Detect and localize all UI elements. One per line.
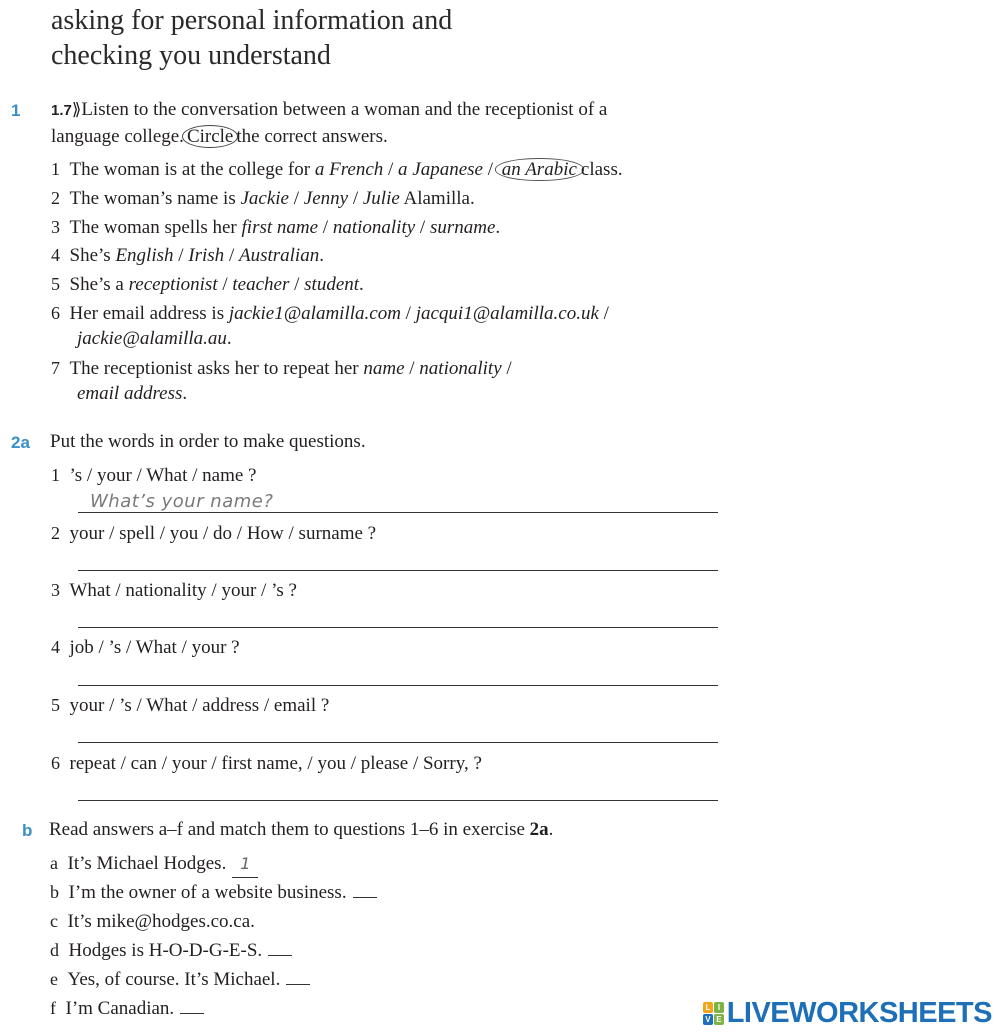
option-1[interactable]: a French xyxy=(314,159,384,180)
item-number: 7 xyxy=(51,358,60,378)
item-letter: f xyxy=(50,998,56,1018)
item-number: 5 xyxy=(51,274,60,294)
item-text: Her email address is xyxy=(69,303,229,324)
option-3[interactable]: surname xyxy=(429,217,496,238)
page-title-line1: asking for personal information and xyxy=(51,5,453,36)
item-text-end: . xyxy=(182,383,188,404)
option-1[interactable]: Jackie xyxy=(240,188,289,209)
option-2[interactable]: a Japanese xyxy=(398,159,483,180)
ex2a-item-3 xyxy=(51,577,297,604)
scrambled-words: job / ’s / What / your ? xyxy=(69,637,240,658)
ex2a-item-5 xyxy=(51,692,329,719)
page-title-line2: checking you understand xyxy=(51,40,331,71)
exercise-2b-instruction xyxy=(49,817,553,843)
scrambled-words: repeat / can / your / first name, / you / please / Sorry, ? xyxy=(69,753,482,774)
answer-text: It’s mike@hodges.co.ca. xyxy=(67,911,255,932)
ex2b-item-c xyxy=(50,908,255,935)
match-answer-b[interactable] xyxy=(353,879,377,898)
option-3[interactable]: Australian xyxy=(238,245,320,266)
separator: / xyxy=(173,245,189,266)
ex1-item-6 xyxy=(51,300,609,327)
separator: / xyxy=(400,303,416,324)
separator: / xyxy=(483,159,498,180)
option-1[interactable]: English xyxy=(115,245,174,266)
option-3[interactable]: jackie@alamilla.au xyxy=(77,328,227,349)
instruction-text-2b: the correct answers. xyxy=(236,126,388,147)
instruction-bold: 2a xyxy=(529,819,549,840)
option-3-circled[interactable]: an Arabic xyxy=(495,158,584,181)
item-text-end: Alamilla. xyxy=(399,188,475,209)
ex2b-item-f xyxy=(50,995,204,1022)
separator: / xyxy=(348,188,363,209)
instruction-end: . xyxy=(548,819,554,840)
separator: / xyxy=(415,217,430,238)
logo-mark-i: I xyxy=(714,1002,724,1013)
audio-waves-icon: ⟫ xyxy=(71,100,82,119)
ex2a-item-1 xyxy=(51,462,256,489)
ex1-item-2 xyxy=(51,185,475,212)
item-letter: a xyxy=(50,853,58,873)
logo-mark-l: L xyxy=(703,1002,713,1013)
option-1[interactable]: jackie1@alamilla.com xyxy=(228,303,401,324)
ex2a-item-6 xyxy=(51,750,482,777)
separator: / xyxy=(404,358,420,379)
separator: / xyxy=(288,188,304,209)
track-number: 1.7 xyxy=(51,102,72,119)
option-3[interactable]: email address xyxy=(77,383,183,404)
item-number: 1 xyxy=(51,465,60,485)
separator: / xyxy=(598,303,609,324)
item-number: 2 xyxy=(51,188,60,208)
logo-text: LIVEWORKSHEETS xyxy=(726,997,992,1029)
ex1-item-1 xyxy=(51,156,623,183)
item-text-end: . xyxy=(226,328,232,349)
match-answer-f[interactable] xyxy=(180,995,204,1014)
option-2[interactable]: teacher xyxy=(232,274,290,295)
item-text: The woman’s name is xyxy=(69,188,241,209)
option-2[interactable]: nationality xyxy=(332,217,416,238)
option-1[interactable]: receptionist xyxy=(128,274,218,295)
answer-line-2[interactable] xyxy=(78,570,718,571)
item-number: 3 xyxy=(51,217,60,237)
separator: / xyxy=(383,159,399,180)
answer-text: I’m Canadian. xyxy=(65,998,175,1019)
option-1[interactable]: first name xyxy=(241,217,319,238)
item-number: 6 xyxy=(51,303,60,323)
scrambled-words: What / nationality / your / ’s ? xyxy=(69,580,297,601)
item-number: 4 xyxy=(51,245,60,265)
item-text: She’s a xyxy=(69,274,129,295)
item-text-end: . xyxy=(495,217,501,238)
exercise-2a-number: 2a xyxy=(11,433,30,452)
option-2[interactable]: nationality xyxy=(419,358,502,379)
scrambled-words: your / spell / you / do / How / surname ? xyxy=(69,523,377,544)
item-number: 5 xyxy=(51,695,60,715)
logo-mark-e: E xyxy=(714,1014,724,1025)
option-2[interactable]: Irish xyxy=(188,245,225,266)
ex2a-item-4 xyxy=(51,634,240,661)
answer-text: I’m the owner of a website business. xyxy=(68,882,347,903)
answer-line-4[interactable] xyxy=(78,685,718,686)
scrambled-words: ’s / your / What / name ? xyxy=(69,465,257,486)
item-text: The woman is at the college for xyxy=(69,159,315,180)
item-number: 3 xyxy=(51,580,60,600)
ex1-item-6-line2 xyxy=(77,326,232,352)
ex1-item-3 xyxy=(51,214,500,241)
exercise-1-instruction-line2 xyxy=(51,124,388,150)
item-letter: c xyxy=(50,911,58,931)
item-number: 1 xyxy=(51,159,60,179)
match-answer-e[interactable] xyxy=(286,966,310,985)
item-text: The receptionist asks her to repeat her xyxy=(69,358,364,379)
option-2[interactable]: jacqui1@alamilla.co.uk xyxy=(415,303,599,324)
answer-line-1[interactable] xyxy=(78,512,718,513)
option-1[interactable]: name xyxy=(363,358,405,379)
match-answer-d[interactable] xyxy=(268,937,292,956)
separator: / xyxy=(224,245,239,266)
instruction-text: Read answers a–f and match them to questions 1–6 in exercise xyxy=(49,819,530,840)
answer-line-6[interactable] xyxy=(78,800,718,801)
logo-mark-v: V xyxy=(703,1014,713,1025)
ex1-item-4 xyxy=(51,242,324,269)
match-answer-a[interactable]: 1 xyxy=(232,851,258,878)
ex2b-item-b xyxy=(50,879,377,906)
option-3[interactable]: Julie xyxy=(362,188,400,209)
instruction-text-2a: language college. xyxy=(51,126,184,147)
exercise-1-instruction xyxy=(51,97,607,124)
scrambled-words: your / ’s / What / address / email ? xyxy=(69,695,330,716)
answer-line-5[interactable] xyxy=(78,742,718,743)
exercise-2b-number: b xyxy=(22,821,33,840)
ex2b-item-a xyxy=(50,850,258,878)
ex1-item-7 xyxy=(51,355,512,382)
answer-line-3[interactable] xyxy=(78,627,718,628)
liveworksheets-logo-icon xyxy=(703,1002,724,1025)
liveworksheets-logo[interactable] xyxy=(703,997,992,1030)
item-letter: e xyxy=(50,969,58,989)
item-number: 4 xyxy=(51,637,60,657)
separator: / xyxy=(318,217,333,238)
ex2a-item-2 xyxy=(51,520,376,547)
ex2a-answer-1[interactable]: What’s your name? xyxy=(90,491,274,512)
answer-text: Hodges is H-O-D-G-E-S. xyxy=(68,940,263,961)
separator: / xyxy=(217,274,233,295)
item-text: She’s xyxy=(69,245,116,266)
item-text-end: . xyxy=(359,274,364,295)
exercise-2a-instruction: Put the words in order to make questions. xyxy=(50,431,366,452)
option-3[interactable]: student xyxy=(304,274,360,295)
item-text: The woman spells her xyxy=(69,217,242,238)
option-2[interactable]: Jenny xyxy=(303,188,349,209)
item-text-end: . xyxy=(319,245,324,266)
item-number: 2 xyxy=(51,523,60,543)
separator: / xyxy=(289,274,305,295)
instruction-text: Listen to the conversation between a woman and the receptionist of a xyxy=(81,99,608,120)
answer-text: It’s Michael Hodges. xyxy=(67,853,227,874)
item-number: 6 xyxy=(51,753,60,773)
ex1-item-5 xyxy=(51,271,364,298)
exercise-1-number: 1 xyxy=(11,101,21,120)
answer-text: Yes, of course. It’s Michael. xyxy=(67,969,281,990)
ex2b-item-d xyxy=(50,937,292,964)
separator: / xyxy=(501,358,512,379)
circle-word: Circle xyxy=(182,125,238,148)
item-text-end: class. xyxy=(580,159,623,180)
ex2b-item-e xyxy=(50,966,310,993)
item-letter: d xyxy=(50,940,59,960)
ex1-item-7-line2 xyxy=(77,381,187,407)
item-letter: b xyxy=(50,882,59,902)
